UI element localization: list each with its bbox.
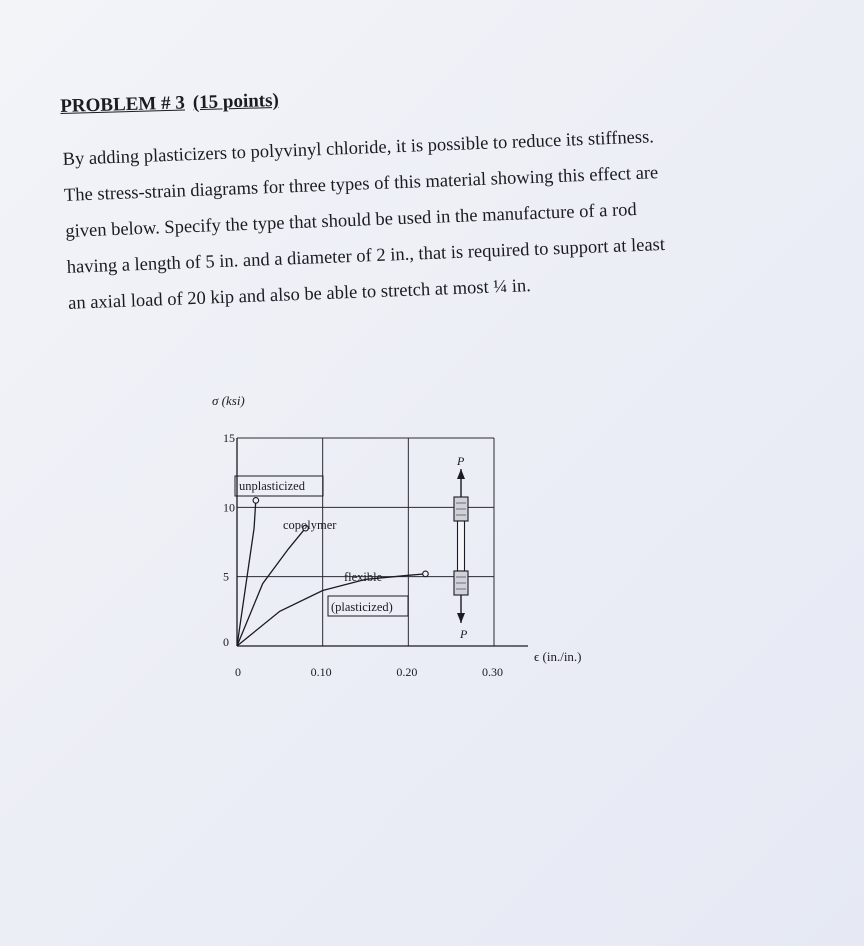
- stress-strain-chart: [190, 385, 610, 695]
- specimen-gauge: [458, 521, 465, 571]
- load-arrowhead-top: [457, 469, 465, 479]
- problem-heading: [60, 90, 279, 118]
- series-label-unplasticized: unplasticized: [239, 479, 305, 493]
- y-tick-label: 10: [223, 500, 235, 515]
- annotation-load-bottom: P: [460, 627, 468, 641]
- series-unplasticized-end-point: [253, 498, 259, 504]
- x-tick-label: 0.10: [310, 665, 332, 679]
- problem-points: (15 points): [192, 89, 280, 114]
- chart-axes: [223, 431, 528, 679]
- problem-statement: [62, 119, 667, 322]
- series-label-flexible: flexible: [344, 570, 383, 584]
- statement-line: an axial load of 20 kip and also be able to stretch at most ¼ in.: [67, 276, 532, 314]
- x-tick-label: 0: [235, 665, 241, 679]
- annotation-plasticized: (plasticized): [331, 600, 393, 614]
- statement-line: having a length of 5 in. and a diameter of 2 in., that is required to support at least: [66, 234, 666, 278]
- y-axis-label: σ (ksi): [212, 393, 245, 408]
- series-flexible-end-point: [423, 571, 429, 577]
- y-tick-label: 5: [223, 569, 229, 584]
- series-label-copolymer: copolymer: [283, 518, 337, 532]
- statement-line: By adding plasticizers to polyvinyl chloride, it is possible to reduce its stiffness.: [62, 127, 655, 170]
- statement-line: given below. Specify the type that should be used in the manufacture of a rod: [65, 199, 638, 242]
- load-arrowhead-bottom: [457, 613, 465, 623]
- specimen-diagram: [454, 469, 468, 623]
- x-tick-label: 0.20: [396, 665, 418, 679]
- x-axis-label: ϵ (in./in.): [534, 649, 582, 664]
- annotation-load-top: P: [457, 454, 465, 468]
- problem-title: PROBLEM # 3: [60, 92, 186, 117]
- x-tick-label: 0.30: [482, 665, 503, 679]
- chart-series: [235, 476, 428, 646]
- y-tick-label: 15: [223, 431, 235, 445]
- y-tick-label: 0: [223, 635, 229, 649]
- statement-line: The stress-strain diagrams for three types of this material showing this effect are: [63, 163, 659, 206]
- series-copolymer: [237, 528, 306, 646]
